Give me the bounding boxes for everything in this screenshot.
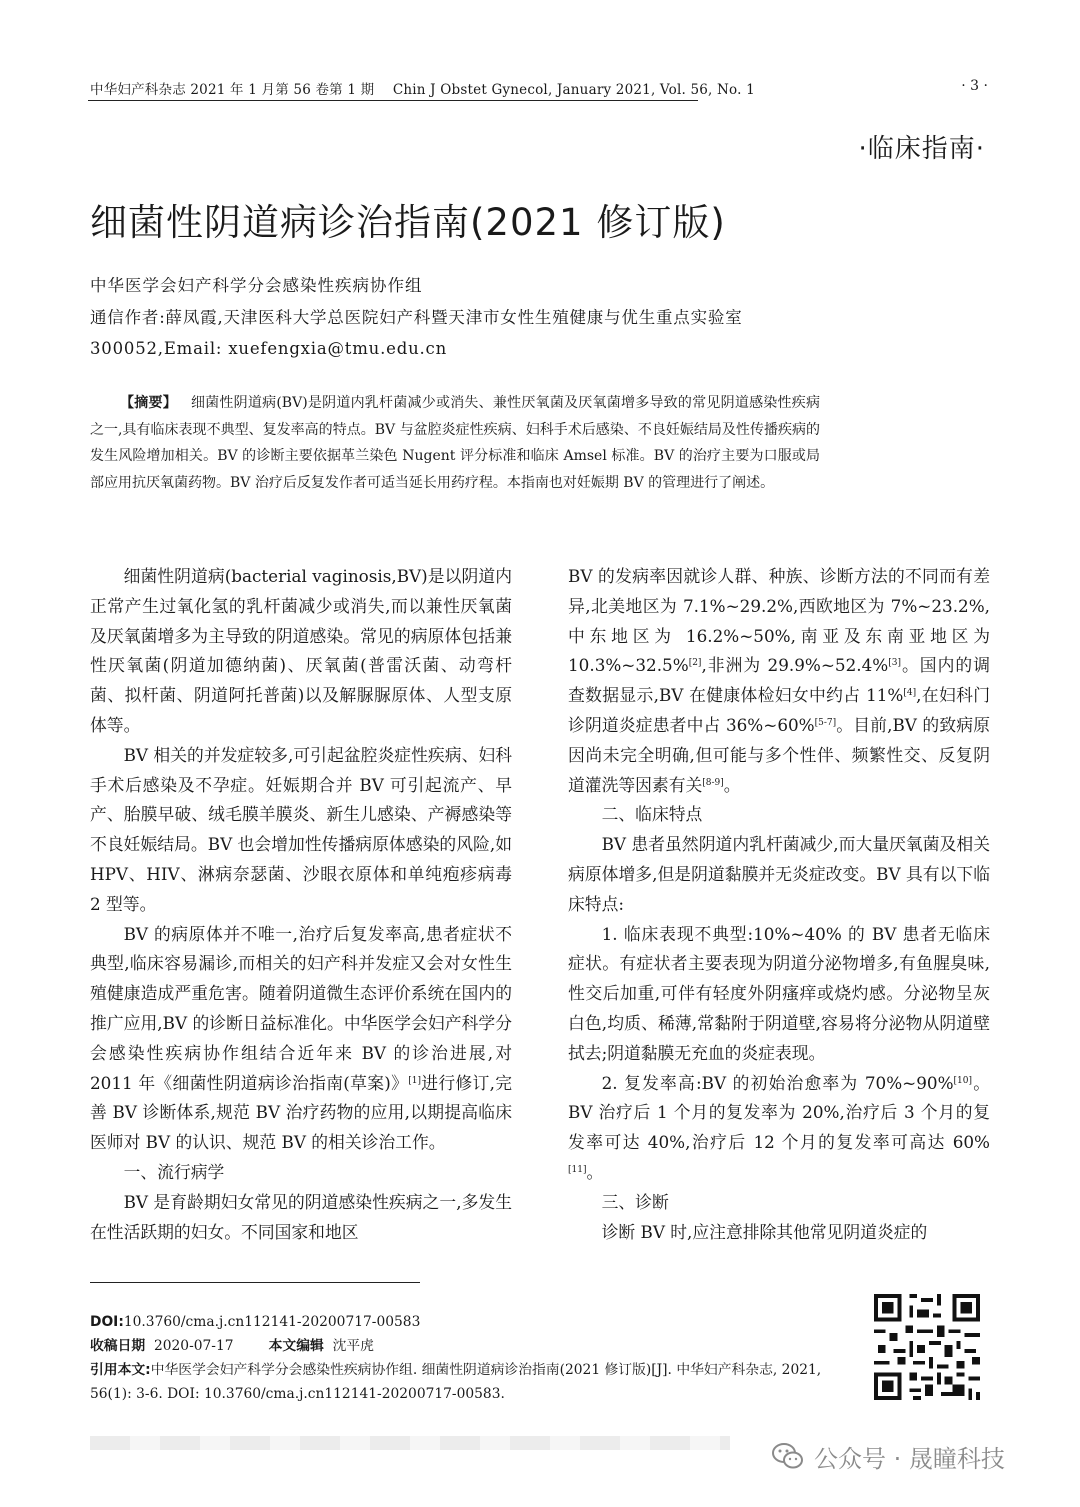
text-run: 。目前,BV 的致病原因尚未完全明确,但可能与多个性伴、频繁性交、反复阴道灌洗等因素有关 xyxy=(568,714,991,795)
section-heading: 二、临床特点 xyxy=(601,804,703,825)
section-label: ·临床指南· xyxy=(858,134,985,164)
citation-line xyxy=(90,1358,850,1406)
received-label: 收稿日期 xyxy=(90,1338,146,1354)
qr-code-icon[interactable] xyxy=(870,1290,984,1404)
section-heading: 三、诊断 xyxy=(601,1191,669,1212)
text-run: BV 的发病率因就诊人群、种族、诊断方法的不同而有差异,北美地区为 7.1%~29.2%,西欧地区为 7%~23.2%,中东地区为 16.2%~50%,南亚及东南亚地区为 10.3%~32.5% xyxy=(568,566,990,676)
abstract-label: 【摘要】 xyxy=(120,395,177,411)
footer-rule xyxy=(90,1282,420,1283)
citation: [5-7] xyxy=(814,717,837,728)
citation: [11] xyxy=(568,1164,587,1175)
doi-value[interactable]: 10.3760/cma.j.cn112141-20200717-00583 xyxy=(123,1314,421,1330)
received-line xyxy=(90,1334,850,1358)
text-run: 。国内的调查数据显示,BV 在健康体检妇女中约占 11% xyxy=(568,655,990,706)
journal-cn: 中华妇产科杂志 2021 年 1 月第 56 卷第 1 期 xyxy=(90,82,375,98)
bleed-through-text xyxy=(90,1436,730,1450)
text-run: 进行修订,完善 BV 诊断体系,规范 BV 治疗药物的应用,以期提高临床医师对 BV 的认识、规范 BV 的相关诊治工作。 xyxy=(90,1072,512,1153)
running-header xyxy=(90,78,1000,98)
text-run: BV 的病原体并不唯一,治疗后复发率高,患者症状不典型,临床容易漏诊,而相关的妇产科并发症又会对女性生殖健康造成严重危害。随着阴道微生态评价系统在国内的推广应用,BV 的诊断日益标准化。中华医学会妇产科学分会感染性疾病协作组结合近年来 BV 的诊治进展,对 2011 年《细菌性阴道病诊治指南(草案)》 xyxy=(90,923,512,1093)
header-rule xyxy=(88,100,698,101)
editor-name: 沈平虎 xyxy=(332,1338,374,1354)
wechat-icon xyxy=(770,1438,806,1474)
doi-line xyxy=(90,1310,850,1334)
paragraph: BV 相关的并发症较多,可引起盆腔炎症性疾病、妇科手术后感染及不孕症。妊娠期合并 BV 可引起流产、早产、胎膜早破、绒毛膜羊膜炎、新生儿感染、产褥感染等不良妊娠结局。BV 也会增加性传播病原体感染的风险,如 HPV、HIV、淋病奈瑟菌、沙眼衣原体和单纯疱疹病毒 2 型等。 xyxy=(90,744,512,914)
correspondence: 通信作者:薛凤霞,天津医科大学总医院妇产科暨天津市女性生殖健康与优生重点实验室 300052,Email: xuefengxia@tmu.edu.cn xyxy=(90,308,743,358)
paragraph xyxy=(568,1069,990,1188)
author-group: 中华医学会妇产科学分会感染性疾病协作组 xyxy=(90,276,423,295)
paragraph xyxy=(90,920,512,1158)
doi-label: DOI: xyxy=(90,1314,124,1330)
citation: [10] xyxy=(953,1075,973,1086)
abstract-text: 细菌性阴道病(BV)是阴道内乳杆菌减少或消失、兼性厌氧菌及厌氧菌增多导致的常见阴道感染性疾病之一,具有临床表现不典型、复发率高的特点。BV 与盆腔炎症性疾病、妇科手术后感染、不良妊娠结局及性传播疾病的发生风险增加相关。BV 的诊断主要依据革兰染色 Nugent 评分标准和临床 Amsel 标准。BV 的治疗主要为口服或局部应用抗厌氧菌药物。BV 治疗后反复发作者可适当延长用药疗程。本指南也对妊娠期 BV 的管理进行了阐述。 xyxy=(90,395,821,491)
watermark-text: 公众号 · 晟瞳科技 xyxy=(814,1444,1005,1473)
editor-label: 本文编辑 xyxy=(268,1338,324,1354)
paragraph: 细菌性阴道病(bacterial vaginosis,BV)是以阴道内正常产生过氧化氢的乳杆菌减少或消失,而以兼性厌氧菌及厌氧菌增多为主导致的阴道感染。常见的病原体包括兼性厌氧菌(阴道加德纳菌)、厌氧菌(普雷沃菌、动弯杆菌、拟杆菌、阴道阿托普菌)以及解脲脲原体、人型支原体等。 xyxy=(90,566,512,735)
citation: [4] xyxy=(903,688,917,699)
text-run: 。 xyxy=(723,774,741,795)
article-title: 细菌性阴道病诊治指南(2021 修订版) xyxy=(90,201,726,244)
text-run: 2. 复发率高:BV 的初始治愈率为 70%~90% xyxy=(601,1072,954,1093)
paragraph: BV 患者虽然阴道内乳杆菌减少,而大量厌氧菌及相关病原体增多,但是阴道黏膜并无炎症改变。BV 具有以下临床特点: xyxy=(568,834,990,914)
section-heading: 一、流行病学 xyxy=(123,1161,225,1182)
paragraph: 诊断 BV 时,应注意排除其他常见阴道炎症的 xyxy=(601,1221,928,1242)
text-run: 。BV 治疗后 1 个月的复发率为 20%,治疗后 3 个月的复发率可达 40%,治疗后 12 个月的复发率可高达 60% xyxy=(568,1072,990,1153)
page-number: · 3 · xyxy=(961,78,988,94)
abstract xyxy=(90,390,820,496)
body-column-right xyxy=(568,562,990,1247)
cite-label: 引用本文: xyxy=(90,1362,151,1378)
journal-en: Chin J Obstet Gynecol, January 2021, Vol. 56, No. 1 xyxy=(392,82,755,98)
paragraph: BV 是育龄期妇女常见的阴道感染性疾病之一,多发生在性活跃期的妇女。不同国家和地区 xyxy=(90,1191,512,1242)
text-run: ,在妇科门诊阴道炎症患者中占 36%~60% xyxy=(568,685,990,735)
text-run: ,非洲为 29.9%~52.4% xyxy=(701,655,889,676)
text-run: 。 xyxy=(586,1161,604,1182)
citation: [1] xyxy=(408,1075,421,1086)
citation: [3] xyxy=(888,658,901,669)
article-footer xyxy=(90,1310,850,1406)
watermark xyxy=(770,1438,1005,1474)
received-date: 2020-07-17 xyxy=(153,1338,234,1354)
paragraph: 1. 临床表现不典型:10%~40% 的 BV 患者无临床症状。有症状者主要表现为阴道分泌物增多,有鱼腥臭味,性交后加重,可伴有轻度外阴瘙痒或烧灼感。分泌物呈灰白色,均质、稀薄,常黏附于阴道壁,容易将分泌物从阴道壁拭去;阴道黏膜无充血的炎症表现。 xyxy=(568,923,990,1063)
body-column-left xyxy=(90,562,512,1247)
cite-text: 中华医学会妇产科学分会感染性疾病协作组. 细菌性阴道病诊治指南(2021 修订版)[J]. 中华妇产科杂志, 2021, 56(1): 3-6. DOI: 10.3760/cma.j.cn112141-20200717-00583. xyxy=(90,1362,822,1402)
citation: [2] xyxy=(688,658,702,669)
citation: [8-9] xyxy=(702,777,724,788)
paragraph xyxy=(568,562,990,800)
